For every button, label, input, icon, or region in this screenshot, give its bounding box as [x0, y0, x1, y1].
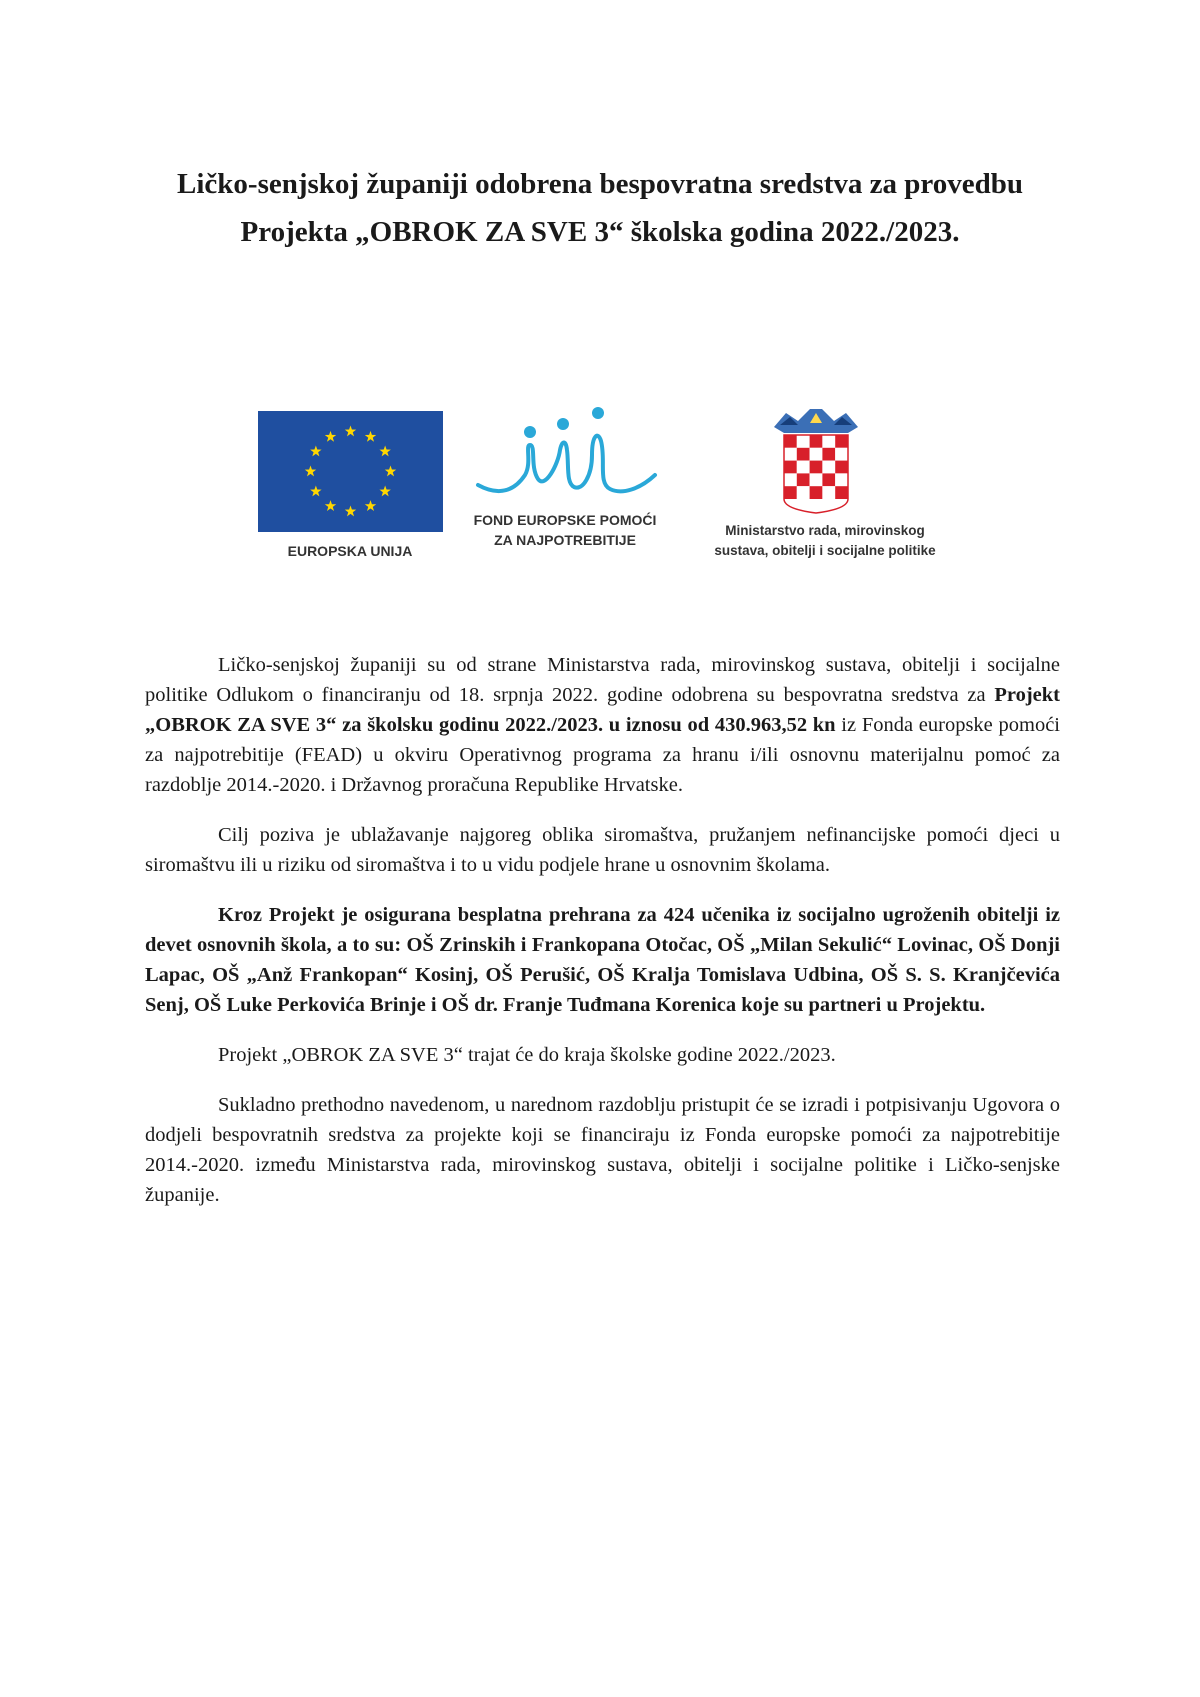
paragraph-1: [145, 650, 1060, 800]
paragraph-1-text-a: Ličko-senjskoj županiji su od strane Ministarstva rada, mirovinskog sustava, obitelji i socijalne politike Odlukom o financiranju od 18. srpnja 2022. godine odobrena su bespovratna sredstva za: [145, 654, 1060, 706]
title-line-2: Projekta „OBROK ZA SVE 3“ školska godina 2022./2023.: [240, 216, 960, 248]
ministry-caption-line-1: Ministarstvo rada, mirovinskog: [725, 523, 925, 538]
paragraph-5: Sukladno prethodno navedenom, u narednom razdoblju pristupit će se izradi i potpisivanju Ugovora o dodjeli bespovratnih sredstva za projekte koji se financiraju iz Fonda europske pomoći za najpotrebitije 2014.-2020. između Ministarstva rada, mirovinskog sustava, obitelji i socijalne politike i Ličko-senjske županije.: [145, 1094, 1060, 1206]
paragraph-1-highlight: Projekt „OBROK ZA SVE 3“ za školsku godinu 2022./2023. u iznosu od 430.963,52 kn: [145, 684, 1060, 736]
fead-logo: [455, 405, 675, 550]
croatian-coat-of-arms-icon: [768, 405, 864, 515]
paragraph-4: Projekt „OBROK ZA SVE 3“ trajat će do kraja školske godine 2022./2023.: [218, 1044, 836, 1066]
eu-star-icon: [384, 466, 395, 477]
document-body: [145, 650, 1060, 1230]
ministry-caption-line-2: sustava, obitelji i socijalne politike: [714, 543, 936, 558]
eu-star-icon: [344, 506, 355, 517]
eu-star-icon: [379, 446, 390, 457]
eu-star-icon: [344, 426, 355, 437]
eu-logo: [255, 411, 445, 561]
paragraph-1-text-c: iz Fonda europske pomoći za najpotrebitije (FEAD) u okviru Operativnog programa za hranu i/ili osnovnu materijalnu pomoć za razdoblje 2014.-2020. i Državnog proračuna Republike Hrvatske.: [145, 714, 1060, 796]
ministry-logo: [690, 405, 960, 561]
eu-star-icon: [324, 500, 335, 511]
eu-star-icon: [304, 466, 315, 477]
eu-star-icon: [310, 486, 321, 497]
fead-caption-line-2: ZA NAJPOTREBITIJE: [494, 532, 636, 548]
paragraph-2: Cilj poziva je ublažavanje najgoreg oblika siromaštva, pružanjem nefinancijske pomoći djeci u siromaštvu ili u riziku od siromaštva i to u vidu podjele hrane u osnovnim školama.: [145, 824, 1060, 876]
fead-people-icon: [470, 405, 660, 505]
eu-star-icon: [364, 500, 375, 511]
fead-caption-line-1: FOND EUROPSKE POMOĆI: [473, 512, 657, 528]
eu-star-icon: [324, 431, 335, 442]
fead-caption: [455, 510, 675, 550]
ministry-caption: [690, 521, 960, 561]
logo-row: [0, 405, 1200, 585]
eu-star-icon: [379, 486, 390, 497]
document-title: [100, 160, 1100, 256]
eu-star-icon: [364, 431, 375, 442]
eu-caption-text: EUROPSKA UNIJA: [287, 543, 413, 559]
title-line-1: Ličko-senjskoj županiji odobrena bespovratna sredstva za provedbu: [177, 168, 1023, 200]
eu-star-icon: [310, 446, 321, 457]
eu-caption: [255, 541, 445, 561]
paragraph-3: Kroz Projekt je osigurana besplatna prehrana za 424 učenika iz socijalno ugroženih obitelji iz devet osnovnih škola, a to su: OŠ Zrinskih i Frankopana Otočac, OŠ „Milan Sekulić“ Lovinac, OŠ Donji Lapac, OŠ „Anž Frankopan“ Kosinj, OŠ Perušić, OŠ Kralja Tomislava Udbina, OŠ S. S. Kranjčevića Senj, OŠ Luke Perkovića Brinje i OŠ dr. Franje Tuđmana Korenica koje su partneri u Projektu.: [145, 904, 1060, 1016]
eu-flag-icon: [258, 411, 443, 532]
